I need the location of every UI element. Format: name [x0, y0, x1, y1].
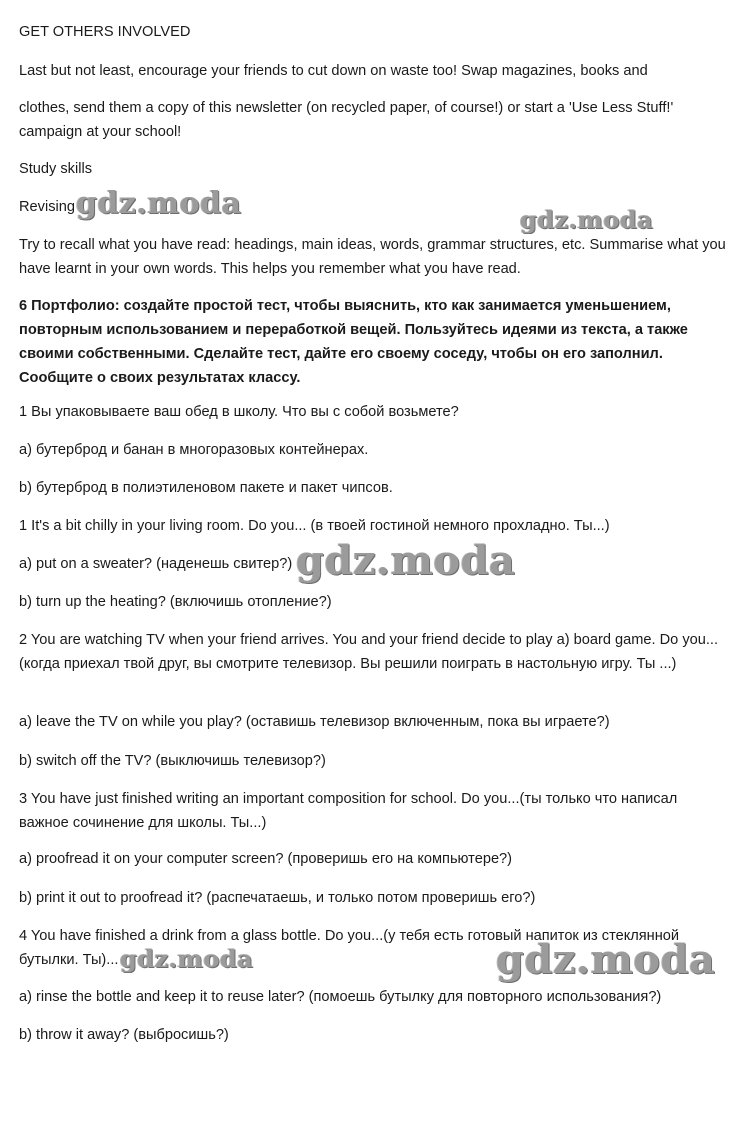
- question-3: 3 You have just finished writing an important composition for school. Do you...(ты только что написал важное сочинение для школы. Ты...): [19, 791, 678, 831]
- section-heading: GET OTHERS INVOLVED: [19, 24, 191, 40]
- question-2-option-a: a) leave the TV on while you play? (оставишь телевизор включенным, пока вы играете?): [19, 714, 610, 730]
- study-skills-heading: Study skills: [19, 161, 92, 177]
- intro-paragraph-1: Last but not least, encourage your friends to cut down on waste too! Swap magazines, books and: [19, 63, 648, 79]
- revising-heading: Revising: [19, 199, 75, 215]
- question-2: 2 You are watching TV when your friend arrives. You and your friend decide to play a) board game. Do you...(когда приехал твой друг, вы смотрите телевизор. Вы решили поиграть в настольную игру. Ты ...): [19, 632, 719, 672]
- watermark-5: gdz.moda: [496, 936, 716, 983]
- question-1-option-b: b) turn up the heating? (включишь отопление?): [19, 594, 332, 610]
- question-0-option-a: a) бутерброд и банан в многоразовых контейнерах.: [19, 442, 369, 458]
- question-2-option-b: b) switch off the TV? (выключишь телевизор?): [19, 753, 326, 769]
- question-1-option-a: a) put on a sweater? (наденешь свитер?): [19, 556, 293, 572]
- question-3-option-a: a) proofread it on your computer screen? (проверишь его на компьютере?): [19, 851, 513, 867]
- task-instructions: 6 Портфолио: создайте простой тест, чтобы выяснить, кто как занимается уменьшением, повторным использованием и переработкой вещей. Пользуйтесь идеями из текста, а также своими собственными. Сделайте тест, дайте его своему соседу, чтобы он его заполнил. Сообщите о своих результатах классу.: [19, 298, 688, 386]
- revising-text: Try to recall what you have read: headings, main ideas, words, grammar structures, etc. Summarise what you have learnt in your own words. This helps you remember what you have read.: [19, 237, 726, 277]
- question-4-option-a: a) rinse the bottle and keep it to reuse later? (помоешь бутылку для повторного использования?): [19, 989, 662, 1005]
- question-1: 1 It's a bit chilly in your living room. Do you... (в твоей гостиной немного прохладно. Ты...): [19, 518, 610, 534]
- question-0-option-b: b) бутерброд в полиэтиленовом пакете и пакет чипсов.: [19, 480, 393, 496]
- watermark-2: gdz.moda: [520, 205, 654, 234]
- question-3-option-b: b) print it out to proofread it? (распечатаешь, и только потом проверишь его?): [19, 890, 536, 906]
- question-4-option-b: b) throw it away? (выбросишь?): [19, 1027, 229, 1043]
- watermark-3: gdz.moda: [296, 537, 516, 584]
- question-0: 1 Вы упаковываете ваш обед в школу. Что вы с собой возьмете?: [19, 404, 459, 420]
- intro-paragraph-2: clothes, send them a copy of this newsletter (on recycled paper, of course!) or start a 'Use Less Stuff!' campaign at your school!: [19, 100, 674, 140]
- watermark-1: gdz.moda: [76, 186, 242, 221]
- question-4: 4 You have finished a drink from a glass bottle. Do you...(у тебя есть готовый напиток из стеклянной бутылки. Ты)...: [19, 928, 680, 968]
- watermark-4: gdz.moda: [120, 944, 254, 973]
